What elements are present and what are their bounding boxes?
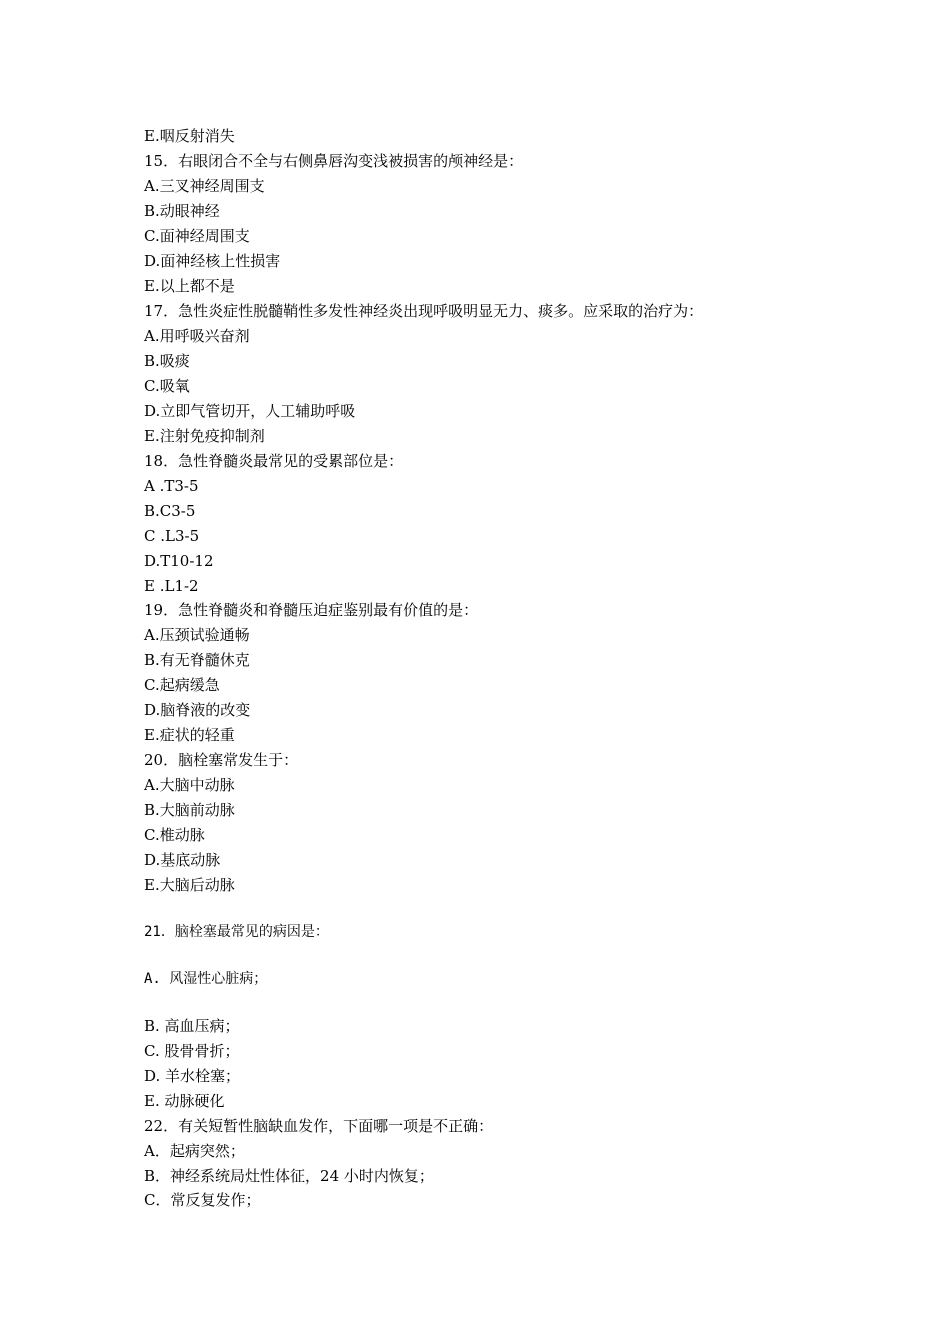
- option-line: E .L1-2: [144, 577, 199, 595]
- option-line: E.注射免疫抑制剂: [144, 427, 265, 445]
- question-15: 15．右眼闭合不全与右侧鼻唇沟变浅被损害的颅神经是：: [144, 152, 524, 170]
- question-17: 17．急性炎症性脱髓鞘性多发性神经炎出现呼吸明显无力、痰多。应采取的治疗为：: [144, 302, 704, 320]
- option-line: D.面神经核上性损害: [144, 252, 281, 270]
- option-line: B.动眼神经: [144, 202, 220, 220]
- option-line: B.C3-5: [144, 502, 196, 520]
- question-18: 18．急性脊髓炎最常见的受累部位是：: [144, 452, 404, 470]
- question-19: 19．急性脊髓炎和脊髓压迫症鉴别最有价值的是：: [144, 601, 479, 619]
- option-line: C．常反复发作；: [144, 1191, 261, 1209]
- option-line: B.大脑前动脉: [144, 801, 235, 819]
- option-line: A.压颈试验通畅: [144, 626, 250, 644]
- text-line: E.咽反射消失: [144, 127, 235, 145]
- option-line: C.起病缓急: [144, 676, 220, 694]
- option-line: E.症状的轻重: [144, 726, 235, 744]
- question-21: 21．脑栓塞最常见的病因是：: [144, 924, 329, 940]
- option-line: A.用呼吸兴奋剂: [144, 327, 250, 345]
- question-22: 22．有关短暂性脑缺血发作，下面哪一项是不正确：: [144, 1117, 494, 1135]
- question-20: 20．脑栓塞常发生于：: [144, 751, 299, 769]
- option-line: A．起病突然；: [144, 1142, 245, 1160]
- option-line: C .L3-5: [144, 527, 200, 545]
- option-line: A.三叉神经周围支: [144, 177, 265, 195]
- option-line: C. 股骨骨折；: [144, 1042, 240, 1060]
- option-line: E.大脑后动脉: [144, 876, 235, 894]
- option-line: C.面神经周围支: [144, 227, 250, 245]
- option-line: D.T10-12: [144, 552, 214, 570]
- option-line: E. 动脉硬化: [144, 1092, 225, 1110]
- option-line: C.吸氧: [144, 377, 190, 395]
- option-line: A. 风湿性心脏病；: [144, 971, 268, 987]
- option-line: D. 羊水栓塞；: [144, 1067, 241, 1085]
- option-line: B.有无脊髓休克: [144, 651, 250, 669]
- option-line: A.大脑中动脉: [144, 776, 235, 794]
- option-line: D.立即气管切开，人工辅助呼吸: [144, 402, 356, 420]
- option-line: B.吸痰: [144, 352, 190, 370]
- option-line: E.以上都不是: [144, 277, 235, 295]
- option-line: D.基底动脉: [144, 851, 221, 869]
- option-line: C.椎动脉: [144, 826, 205, 844]
- option-line: A .T3-5: [144, 477, 199, 495]
- option-line: B．神经系统局灶性体征，24 小时内恢复；: [144, 1167, 434, 1185]
- option-line: D.脑脊液的改变: [144, 701, 251, 719]
- option-line: B. 高血压病；: [144, 1017, 240, 1035]
